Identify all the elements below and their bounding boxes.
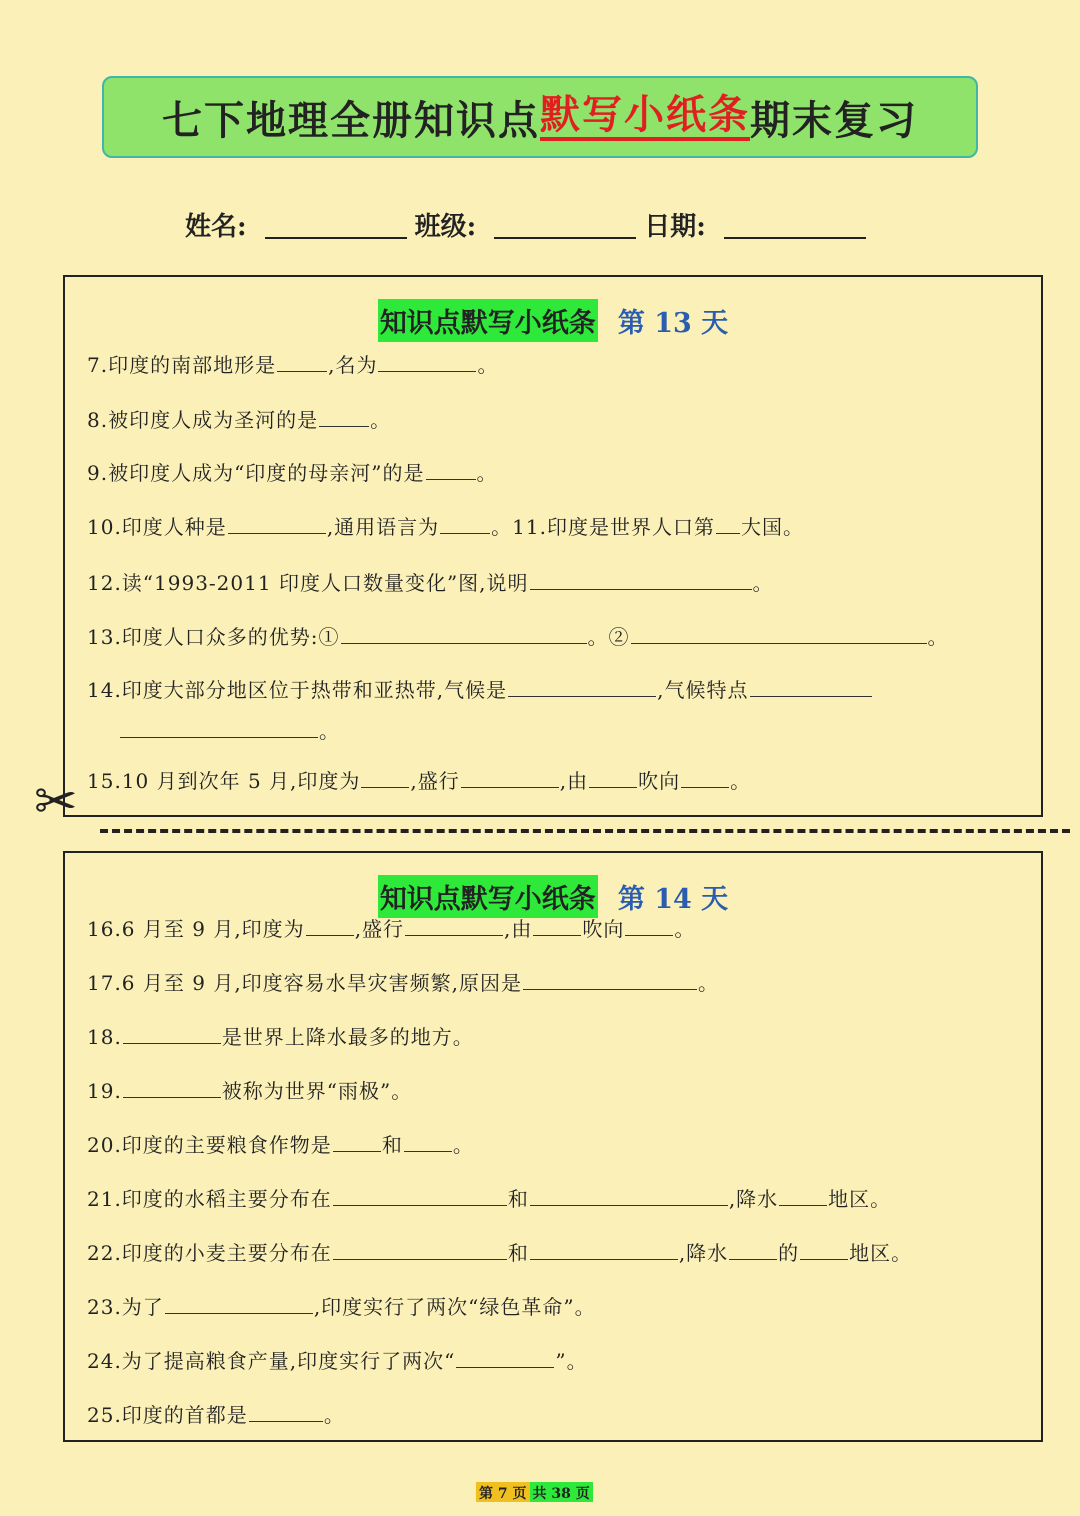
title-highlight: 默写小纸条	[540, 93, 750, 141]
question-text: 。	[674, 917, 696, 941]
answer-blank[interactable]	[228, 532, 326, 534]
question-text: 。	[752, 571, 774, 595]
question-text: 和	[381, 1133, 403, 1157]
scissors-icon: ✂	[34, 772, 78, 832]
question-14-cont	[119, 715, 340, 744]
answer-blank[interactable]	[333, 1258, 507, 1260]
question-text: 和	[507, 1241, 529, 1265]
card-day: 第 13 天	[617, 308, 729, 339]
card-label: 知识点默写小纸条	[378, 299, 598, 342]
date-blank[interactable]	[724, 236, 866, 239]
cut-line	[100, 829, 1070, 833]
answer-blank[interactable]	[378, 370, 476, 372]
answer-blank[interactable]	[277, 370, 327, 372]
answer-blank[interactable]	[508, 695, 656, 697]
question-text: 16.6 月至 9 月,印度为	[87, 917, 305, 941]
answer-blank[interactable]	[779, 1204, 827, 1206]
note-card-day14	[63, 851, 1043, 1442]
answer-blank[interactable]	[750, 695, 872, 697]
question-18	[87, 1021, 474, 1050]
answer-blank[interactable]	[333, 1150, 381, 1152]
student-info-row	[185, 206, 874, 243]
question-text: 吹向	[582, 917, 625, 941]
question-text: 是世界上降水最多的地方。	[221, 1025, 474, 1049]
answer-blank[interactable]	[631, 642, 927, 644]
question-text: ,由	[559, 769, 589, 793]
answer-blank[interactable]	[405, 934, 503, 936]
question-20	[87, 1129, 474, 1158]
question-17	[87, 967, 719, 996]
question-text: 14.印度大部分地区位于热带和亚热带,气候是	[87, 678, 508, 702]
question-text: 。	[452, 1133, 474, 1157]
date-label: 日期:	[644, 212, 706, 242]
question-text: 7.印度的南部地形是	[87, 353, 277, 377]
answer-blank[interactable]	[530, 1204, 728, 1206]
answer-blank[interactable]	[461, 786, 559, 788]
answer-blank[interactable]	[426, 478, 476, 480]
question-21	[87, 1183, 891, 1212]
question-text: ,通用语言为	[326, 515, 440, 539]
page-total: 共 38 页	[530, 1482, 593, 1502]
question-text: ,盛行	[410, 769, 460, 793]
answer-blank[interactable]	[523, 988, 697, 990]
question-text: ,名为	[328, 353, 378, 377]
answer-blank[interactable]	[530, 1258, 678, 1260]
class-label: 班级:	[414, 212, 477, 242]
question-25	[87, 1399, 345, 1428]
question-text: ,气候特点	[657, 678, 749, 702]
answer-blank[interactable]	[123, 1096, 221, 1098]
question-text: 19.	[87, 1079, 122, 1103]
question-19	[87, 1075, 412, 1104]
question-text: 。②	[587, 625, 630, 649]
card-day: 第 14 天	[617, 884, 729, 915]
question-text: 大国。	[740, 515, 804, 539]
question-14	[87, 674, 873, 703]
page-footer	[476, 1482, 593, 1502]
answer-blank[interactable]	[800, 1258, 848, 1260]
question-text: ,印度实行了两次“绿色革命”。	[313, 1295, 596, 1319]
question-text: 地区。	[849, 1241, 913, 1265]
answer-blank[interactable]	[729, 1258, 777, 1260]
question-text: 被称为世界“雨极”。	[221, 1079, 413, 1103]
answer-blank[interactable]	[681, 786, 729, 788]
question-text: 15.10 月到次年 5 月,印度为	[87, 769, 361, 793]
question-text: 。	[730, 769, 752, 793]
answer-blank[interactable]	[165, 1312, 313, 1314]
card-header	[65, 299, 1041, 342]
question-text: 23.为了	[87, 1295, 164, 1319]
question-text: 18.	[87, 1025, 122, 1049]
question-text: 。	[370, 408, 392, 432]
question-8	[87, 404, 391, 433]
question-text: 。	[323, 1403, 345, 1427]
question-24	[87, 1345, 588, 1374]
answer-blank[interactable]	[341, 642, 587, 644]
question-text: 20.印度的主要粮食作物是	[87, 1133, 332, 1157]
question-15	[87, 765, 751, 794]
answer-blank[interactable]	[625, 934, 673, 936]
answer-blank[interactable]	[361, 786, 409, 788]
question-text: ”。	[555, 1349, 588, 1373]
answer-blank[interactable]	[716, 532, 740, 534]
question-text: 。	[698, 971, 720, 995]
answer-blank[interactable]	[440, 532, 490, 534]
question-text: 22.印度的小麦主要分布在	[87, 1241, 332, 1265]
note-card-day13	[63, 275, 1043, 817]
question-9	[87, 457, 498, 486]
question-23	[87, 1291, 596, 1320]
question-text: 9.被印度人成为“印度的母亲河”的是	[87, 461, 425, 485]
class-blank[interactable]	[494, 236, 636, 239]
card-header	[65, 875, 1041, 918]
question-text: 。	[927, 625, 949, 649]
page-number: 第 7 页	[476, 1482, 530, 1502]
question-22	[87, 1237, 912, 1266]
question-12	[87, 567, 774, 596]
page-title: 七下地理全册知识点 默写小纸条 期末复习	[162, 91, 918, 144]
question-text: 。	[476, 461, 498, 485]
question-text: 13.印度人口众多的优势:①	[87, 625, 340, 649]
question-13	[87, 621, 949, 650]
question-text: 21.印度的水稻主要分布在	[87, 1187, 332, 1211]
answer-blank[interactable]	[123, 1042, 221, 1044]
question-text: 的	[778, 1241, 800, 1265]
answer-blank[interactable]	[120, 736, 318, 738]
question-text: 12.读“1993-2011 印度人口数量变化”图,说明	[87, 571, 529, 595]
question-text: 17.6 月至 9 月,印度容易水旱灾害频繁,原因是	[87, 971, 523, 995]
question-text: ,降水	[728, 1187, 779, 1211]
question-16	[87, 913, 695, 942]
question-text: ,降水	[678, 1241, 729, 1265]
question-10	[87, 511, 804, 540]
answer-blank[interactable]	[249, 1420, 323, 1422]
question-text: 8.被印度人成为圣河的是	[87, 408, 319, 432]
question-7	[87, 349, 498, 378]
question-text: 24.为了提高粮食产量,印度实行了两次“	[87, 1349, 456, 1373]
answer-blank[interactable]	[404, 1150, 452, 1152]
title-banner	[102, 76, 978, 158]
name-blank[interactable]	[265, 236, 407, 239]
answer-blank[interactable]	[530, 588, 752, 590]
question-text: ,盛行	[354, 917, 405, 941]
question-text: 。11.印度是世界人口第	[491, 515, 715, 539]
answer-blank[interactable]	[306, 934, 354, 936]
question-text: 。	[319, 719, 340, 743]
question-text: 10.印度人种是	[87, 515, 227, 539]
question-text: 吹向	[638, 769, 681, 793]
name-label: 姓名:	[185, 212, 247, 242]
answer-blank[interactable]	[333, 1204, 507, 1206]
answer-blank[interactable]	[533, 934, 581, 936]
question-text: ,由	[504, 917, 533, 941]
answer-blank[interactable]	[589, 786, 637, 788]
card-label: 知识点默写小纸条	[378, 875, 598, 918]
question-text: 。	[477, 353, 499, 377]
question-text: 地区。	[828, 1187, 892, 1211]
answer-blank[interactable]	[456, 1366, 554, 1368]
question-text: 和	[507, 1187, 529, 1211]
answer-blank[interactable]	[319, 425, 369, 427]
question-text: 25.印度的首都是	[87, 1403, 248, 1427]
